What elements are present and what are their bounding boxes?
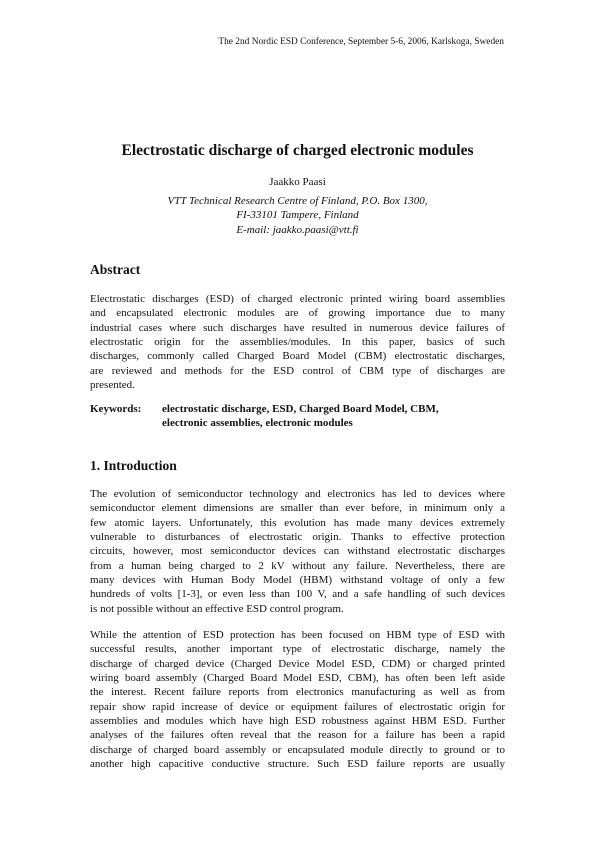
text-line: While the attention of ESD protection has been focused on HBM type of ESD with: [90, 629, 505, 641]
keywords-list: [162, 402, 439, 431]
text-line: another high capacitive conductive structure. Such ESD failure reports are usually: [90, 758, 505, 771]
text-line: is not possible without an effective ESD control program.: [90, 602, 344, 615]
text-line: and encapsulated electronic modules are of growing importance due to many: [90, 307, 505, 320]
text-line: repair show rapid increase of device or equipment failures of electrostatic origin for: [90, 700, 505, 713]
affiliation-line: FI-33101 Tampere, Finland: [236, 209, 359, 222]
paper-title: Electrostatic discharge of charged electronic modules: [121, 142, 474, 159]
text-line: semiconductor element dimensions are smaller than ever before, in minimum only a: [90, 502, 505, 515]
text-line: discharge of charged board assembly or encapsulated module directly to ground or to: [90, 743, 505, 756]
text-line: discharge of charged device (Charged Device Model ESD, CDM) or charged printed: [90, 657, 505, 670]
introduction-paragraph-1: [90, 487, 505, 616]
keywords-line: electrostatic discharge, ESD, Charged Board Model, CBM,: [162, 403, 439, 415]
text-line: presented.: [90, 379, 135, 392]
text-line: The evolution of semiconductor technology and electronics has led to devices where: [90, 488, 505, 500]
text-line: from a human being charged to 2 kV without any failure. Nevertheless, there are: [90, 559, 505, 572]
text-line: discharges, commonly called Charged Board Model (CBM) electrostatic discharges,: [90, 350, 505, 363]
text-line: are reviewed and methods for the ESD control of CBM type of discharges are: [90, 364, 505, 377]
text-line: hundreds of volts [1-3], or even less than 100 V, and a safe handling of such devices: [90, 588, 505, 601]
text-line: assemblies and modules which have high ESD robustness against HBM ESD. Further: [90, 715, 505, 728]
introduction-paragraph-2: [90, 628, 505, 771]
conference-header: The 2nd Nordic ESD Conference, September 5-6, 2006, Karlskoga, Sweden: [218, 37, 504, 47]
text-line: many devices with Human Body Model (HBM) withstand voltage of only a few: [90, 574, 505, 587]
text-line: wiring board assembly (Charged Board Model ESD, CBM), has often been left aside: [90, 672, 505, 685]
text-line: circuits, however, most semiconductor devices can withstand electrostatic discharges: [90, 545, 505, 558]
abstract-body: [90, 292, 505, 392]
text-line: successful results, another important type of electrostatic discharge, namely the: [90, 643, 505, 656]
text-line: the interest. Recent failure reports from electronics manufacturing as well as from: [90, 686, 505, 699]
text-line: vulnerable to disturbances of electrostatic origin. Thanks to effective protection: [90, 531, 505, 544]
keywords-line: electronic assemblies, electronic modules: [162, 417, 353, 430]
introduction-heading: 1. Introduction: [90, 458, 177, 473]
author-name: Jaakko Paasi: [269, 176, 326, 188]
text-line: electrostatic origin for the assemblies/modules. In this paper, basics of such: [90, 336, 505, 349]
text-line: analyses of the failures often reveal that the reason for a failure has been a rapid: [90, 729, 505, 742]
keywords-label: Keywords:: [90, 403, 142, 415]
text-line: Electrostatic discharges (ESD) of charged electronic printed wiring board assemblies: [90, 293, 505, 305]
text-line: industrial cases where such discharges have resulted in numerous device failures of: [90, 321, 505, 334]
text-line: few atomic layers. Unfortunately, this evolution has made many devices extremely: [90, 516, 505, 529]
abstract-heading: Abstract: [90, 262, 141, 277]
affiliation-email: E-mail: jaakko.paasi@vtt.fi: [236, 223, 359, 236]
author-affiliation: [0, 194, 595, 237]
affiliation-line: VTT Technical Research Centre of Finland, P.O. Box 1300,: [167, 195, 428, 207]
